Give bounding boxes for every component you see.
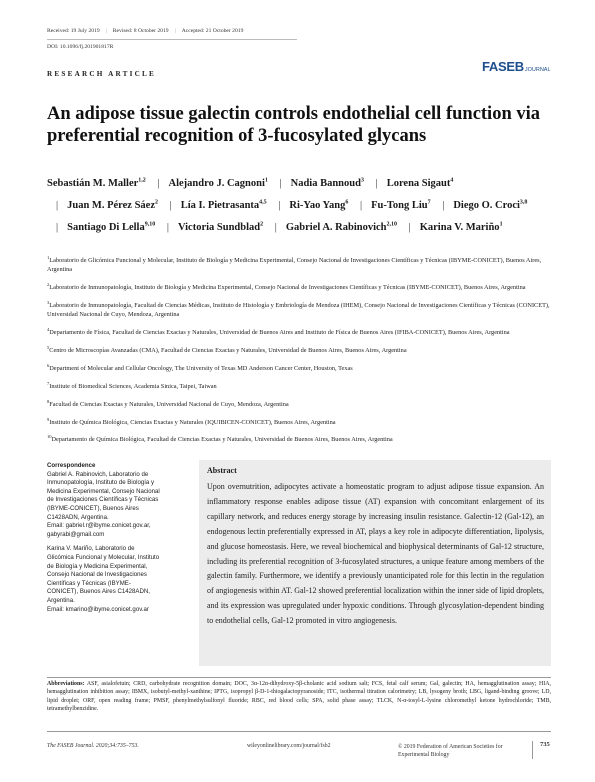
correspondence-line: Gabriel A. Rabinovich, Laboratorio de bbox=[47, 470, 149, 478]
affiliation-item bbox=[47, 432, 552, 444]
author-separator: | bbox=[375, 177, 378, 189]
doi[interactable]: DOI: 10.1096/fj.201901817R bbox=[47, 44, 114, 50]
author-name-text: Santiago Di Lella bbox=[67, 221, 145, 233]
article-title: An adipose tissue galectin controls endothelial cell function via preferential recognition of 3-fucosylated glycans bbox=[47, 104, 541, 146]
affiliation-number: 9 bbox=[47, 416, 50, 422]
author-name-text: Karina V. Mariño bbox=[419, 221, 500, 233]
footer-rule bbox=[47, 731, 551, 732]
author-name-text: Lía I. Pietrasanta bbox=[180, 199, 260, 211]
author-name-text: Alejandro J. Cagnoni bbox=[168, 177, 265, 189]
abstract-box bbox=[199, 460, 551, 666]
abstract-heading: Abstract bbox=[207, 466, 237, 475]
affiliation-text: Laboratorio de Inmunopatología, Facultad de Ciencias Médicas, Instituto de Histología y Embriología de Mendoza (IHEM), Consejo Nacional de Investigaciones Científicas y Técnicas (CONICET), Universidad Nacional de Cuyo, Mendoza, Argentina bbox=[47, 302, 550, 319]
affiliation-text: Facultad de Ciencias Exactas y Naturales, Universidad Nacional de Cuyo, Mendoza, Argentina bbox=[49, 400, 289, 408]
affiliation-item bbox=[47, 325, 552, 337]
author-name-text: Fu-Tong Liu bbox=[371, 199, 428, 211]
affiliation-number: 6 bbox=[47, 362, 50, 368]
correspondence-block-2 bbox=[47, 545, 187, 614]
accepted-date: Accepted: 21 October 2019 bbox=[181, 28, 244, 34]
affiliation-number: 10 bbox=[47, 434, 52, 440]
author-name[interactable] bbox=[291, 178, 364, 189]
author-affiliation-ref: 2 bbox=[260, 221, 264, 228]
correspondence-line: Medicina Experimental, Consejo Nacional bbox=[47, 487, 160, 495]
author-name[interactable] bbox=[289, 200, 348, 211]
author-affiliation-ref: 1 bbox=[264, 177, 268, 183]
correspondence-block-1 bbox=[47, 471, 187, 540]
author-affiliation-ref: 3 bbox=[360, 177, 364, 183]
abstract-text: Upon overnutrition, adipocytes activate a homeostatic program to adjust adipose tissue expansion. An inflammatory response enables adipose tissue (AT) expansion with concomitant enlargement of its capillary network, and reduces energy storage by increasing insulin resistance. Galectin-12 (Gal-12), an endogenous lectin preferentially expressed in AT, plays a key role in adipocyte differentiation, lipolysis, and glucose homeostasis. Here, we reveal biochemical and biophysical determinants of Gal-12 structure, including its preferential recognition of 3-fucosylated structures, a unique feature among members of the galectin family. Furthermore, we identify a previously unanticipated role for this lectin in the regulation of angiogenesis within AT. Gal-12 showed preferential localization within the inner side of lipid droplets, and its expression was upregulated under hypoxic conditions. Through glycosylation-dependent binding to endothelial cells, Gal-12 promoted in vitro angiogenesis. bbox=[207, 482, 544, 626]
correspondence-email[interactable]: Email: kmarino@ibyme.conicet.gov.ar bbox=[47, 605, 149, 613]
affiliation-text: Laboratorio de Glicómica Funcional y Molecular, Instituto de Biología y Medicina Experimental, Consejo Nacional de Investigaciones Científicas y Técnicas (IBYME-CONICET), Buenos Aires, Argentina bbox=[47, 257, 542, 274]
author-separator: | bbox=[274, 221, 277, 233]
author-affiliation-ref: 9,10 bbox=[144, 221, 156, 228]
author-affiliation-ref: 2 bbox=[154, 199, 158, 206]
correspondence-line: de Biología y Medicina Experimental, bbox=[47, 562, 148, 570]
author-name-text: Nadia Bannoud bbox=[290, 177, 361, 189]
author-affiliation-ref: 1,2 bbox=[138, 177, 146, 183]
author-name[interactable] bbox=[453, 200, 527, 211]
author-name-text: Victoria Sundblad bbox=[177, 221, 261, 233]
affiliation-number: 7 bbox=[47, 380, 50, 386]
header-rule bbox=[47, 39, 297, 40]
author-name[interactable] bbox=[67, 222, 155, 233]
affiliation-text: Laboratorio de Inmunopatología, Instituto de Biología y Medicina Experimental, Consejo Nacional de Investigaciones Científicas y Técnicas (IBYME-CONICET), Buenos Aires, Argentina bbox=[49, 284, 526, 292]
author-separator: | bbox=[359, 199, 363, 211]
author-separator: | bbox=[56, 199, 59, 211]
abbreviations-text: ASF, asialofetuin; CRD, carbohydrate recognition domain; DOC, 3α-12α-dihydroxy-5β-cholanic acid sodium salt; FCS, fetal calf serum; Gal, galectin; HA, hemagglutination assay; HIA, hemagglutination inhibition assay; IBMX, isobutyl-methyl-xanthine; IPTG, isopropyl β-D-1-thiogalactopyranoside; ITC, isothermal titration calorimetry; LB, lysogeny broth; LBG, ligand-binding groove; LD, lipid droplet; ORF, open reading frame; PMSF, phenylmethylsulfonyl fluoride; RBC, red blood cells; SPA, solid phase assay; TLCK, N-α-tosyl-L-lysine chloromethyl ketone hydrochloride; TMB, tetramethylbenzidine. bbox=[47, 681, 551, 712]
author-separator: | bbox=[157, 177, 160, 189]
correspondence-email[interactable]: gabyrabi@gmail.com bbox=[47, 530, 105, 538]
affiliation-number: 3 bbox=[47, 299, 50, 305]
author-affiliation-ref: 1 bbox=[499, 221, 503, 228]
footer-url[interactable]: wileyonlinelibrary.com/journal/fsb2 bbox=[247, 743, 331, 749]
author-name-text: Sebastián M. Maller bbox=[47, 177, 139, 189]
affiliation-item bbox=[47, 280, 552, 292]
faseb-logo bbox=[482, 58, 552, 82]
author-separator: | bbox=[278, 199, 281, 211]
affiliation-item bbox=[47, 397, 552, 409]
affiliation-text: Departamento de Física, Facultad de Ciencias Exactas y Naturales, Universidad de Buenos Aires and Instituto de Física de Buenos Aires (IFIBA-CONICET), Buenos Aires, Argentina bbox=[49, 329, 510, 337]
section-label: RESEARCH ARTICLE bbox=[47, 70, 157, 78]
author-name[interactable] bbox=[67, 200, 158, 211]
author-affiliation-ref: 2,10 bbox=[386, 221, 397, 228]
article-dates: Received: 19 July 2019 | Revised: 8 October 2019 | Accepted: 21 October 2019 bbox=[47, 28, 244, 34]
footer-journal: The FASEB Journal. 2020;34:735–753. bbox=[47, 743, 139, 749]
abbreviations-label: Abbreviations: bbox=[47, 681, 85, 687]
author-affiliation-ref: 3,8 bbox=[519, 199, 528, 206]
author-name[interactable] bbox=[371, 200, 431, 211]
author-separator: | bbox=[442, 199, 445, 211]
affiliation-text: Centro de Microscopías Avanzadas (CMA), Facultad de Ciencias Exactas y Naturales, Universidad de Buenos Aires, Buenos Aires, Argentina bbox=[49, 347, 407, 355]
correspondence-email[interactable]: Email: gabriel.r@ibyme.conicet.gov.ar, bbox=[47, 522, 151, 530]
affiliation-number: 2 bbox=[47, 282, 50, 288]
author-affiliation-ref: 6 bbox=[345, 199, 349, 206]
correspondence-line: Inmunopatología, Instituto de Biología y bbox=[47, 479, 155, 487]
affiliation-number: 4 bbox=[47, 327, 50, 333]
affiliation-text: Department of Molecular and Cellular Oncology, The University of Texas MD Anderson Cancer Center, Houston, Texas bbox=[49, 364, 353, 372]
correspondence-line: Consejo Nacional de Investigaciones bbox=[47, 571, 147, 579]
received-date: Received: 19 July 2019 bbox=[47, 28, 100, 34]
logo-main: FASEB bbox=[482, 59, 524, 74]
affiliation-number: 5 bbox=[47, 344, 50, 350]
author-name-text: Lorena Sigaut bbox=[386, 177, 451, 189]
revised-date: Revised: 8 October 2019 bbox=[112, 28, 169, 34]
author-affiliation-ref: 4,5 bbox=[259, 199, 267, 206]
author-separator: | bbox=[408, 221, 411, 233]
author-separator: | bbox=[56, 221, 59, 233]
affiliation-text: Institute of Biomedical Sciences, Academia Sinica, Taipei, Taiwan bbox=[49, 382, 217, 390]
author-name[interactable] bbox=[178, 222, 263, 233]
page-number: 735 bbox=[540, 741, 550, 748]
author-name-text: Gabriel A. Rabinovich bbox=[285, 221, 387, 233]
author-name[interactable] bbox=[387, 178, 454, 189]
affiliation-item bbox=[47, 379, 552, 391]
correspondence-line: Científicas y Técnicas (IBYME- bbox=[47, 579, 131, 587]
author-name-text: Diego O. Croci bbox=[453, 199, 520, 211]
author-separator: | bbox=[169, 199, 172, 211]
footer-divider bbox=[532, 741, 533, 759]
affiliation-text: Departamento de Química Biológica, Facultad de Ciencias Exactas y Naturales, Universidad de Buenos Aires, Buenos Aires, Argentina bbox=[51, 436, 393, 444]
affiliation-number: 1 bbox=[47, 255, 50, 260]
correspondence-line: C1428ADN, Argentina. bbox=[47, 513, 109, 521]
footer-copyright: © 2019 Federation of American Societies for Experimental Biology bbox=[398, 744, 503, 758]
affiliation-item bbox=[47, 343, 552, 355]
correspondence-line: de Investigaciones Científicas y Técnicas bbox=[47, 496, 159, 504]
correspondence bbox=[47, 462, 187, 614]
author-name[interactable] bbox=[286, 222, 397, 233]
affiliation-item bbox=[47, 298, 552, 320]
affiliation-item bbox=[47, 415, 552, 427]
author-separator: | bbox=[166, 221, 169, 233]
correspondence-line: Glicómica Funcional y Molecular, Instituto bbox=[47, 553, 160, 561]
author-name-text: Juan M. Pérez Sáez bbox=[67, 199, 155, 211]
author-list bbox=[47, 171, 557, 237]
author-separator: | bbox=[279, 177, 282, 189]
correspondence-line: CONICET), Buenos Aires C1428ADN, bbox=[47, 588, 150, 596]
affiliation-text: Instituto de Química Biológica, Ciencias Exactas y Naturales (IQUIBICEN-CONICET), Buenos Aires, Argentina bbox=[49, 418, 336, 426]
correspondence-heading: Correspondence bbox=[47, 462, 96, 469]
correspondence-line: Karina V. Mariño, Laboratorio de bbox=[47, 545, 135, 553]
affiliation-item bbox=[47, 253, 552, 275]
author-name[interactable] bbox=[181, 200, 267, 211]
author-name[interactable] bbox=[47, 178, 146, 189]
author-name-text: Ri-Yao Yang bbox=[289, 199, 346, 211]
affiliation-item bbox=[47, 361, 552, 373]
logo-sub: JOURNAL bbox=[524, 67, 551, 73]
abbreviations bbox=[47, 680, 551, 713]
correspondence-line: (IBYME-CONICET), Buenos Aires bbox=[47, 504, 139, 512]
author-affiliation-ref: 4 bbox=[450, 177, 454, 183]
abbreviations-rule bbox=[47, 677, 551, 678]
affiliations bbox=[47, 253, 552, 450]
correspondence-line: Argentina. bbox=[47, 596, 75, 604]
author-name[interactable] bbox=[169, 178, 268, 189]
author-name[interactable] bbox=[420, 222, 503, 233]
affiliation-number: 8 bbox=[47, 398, 50, 404]
author-affiliation-ref: 7 bbox=[427, 199, 431, 206]
